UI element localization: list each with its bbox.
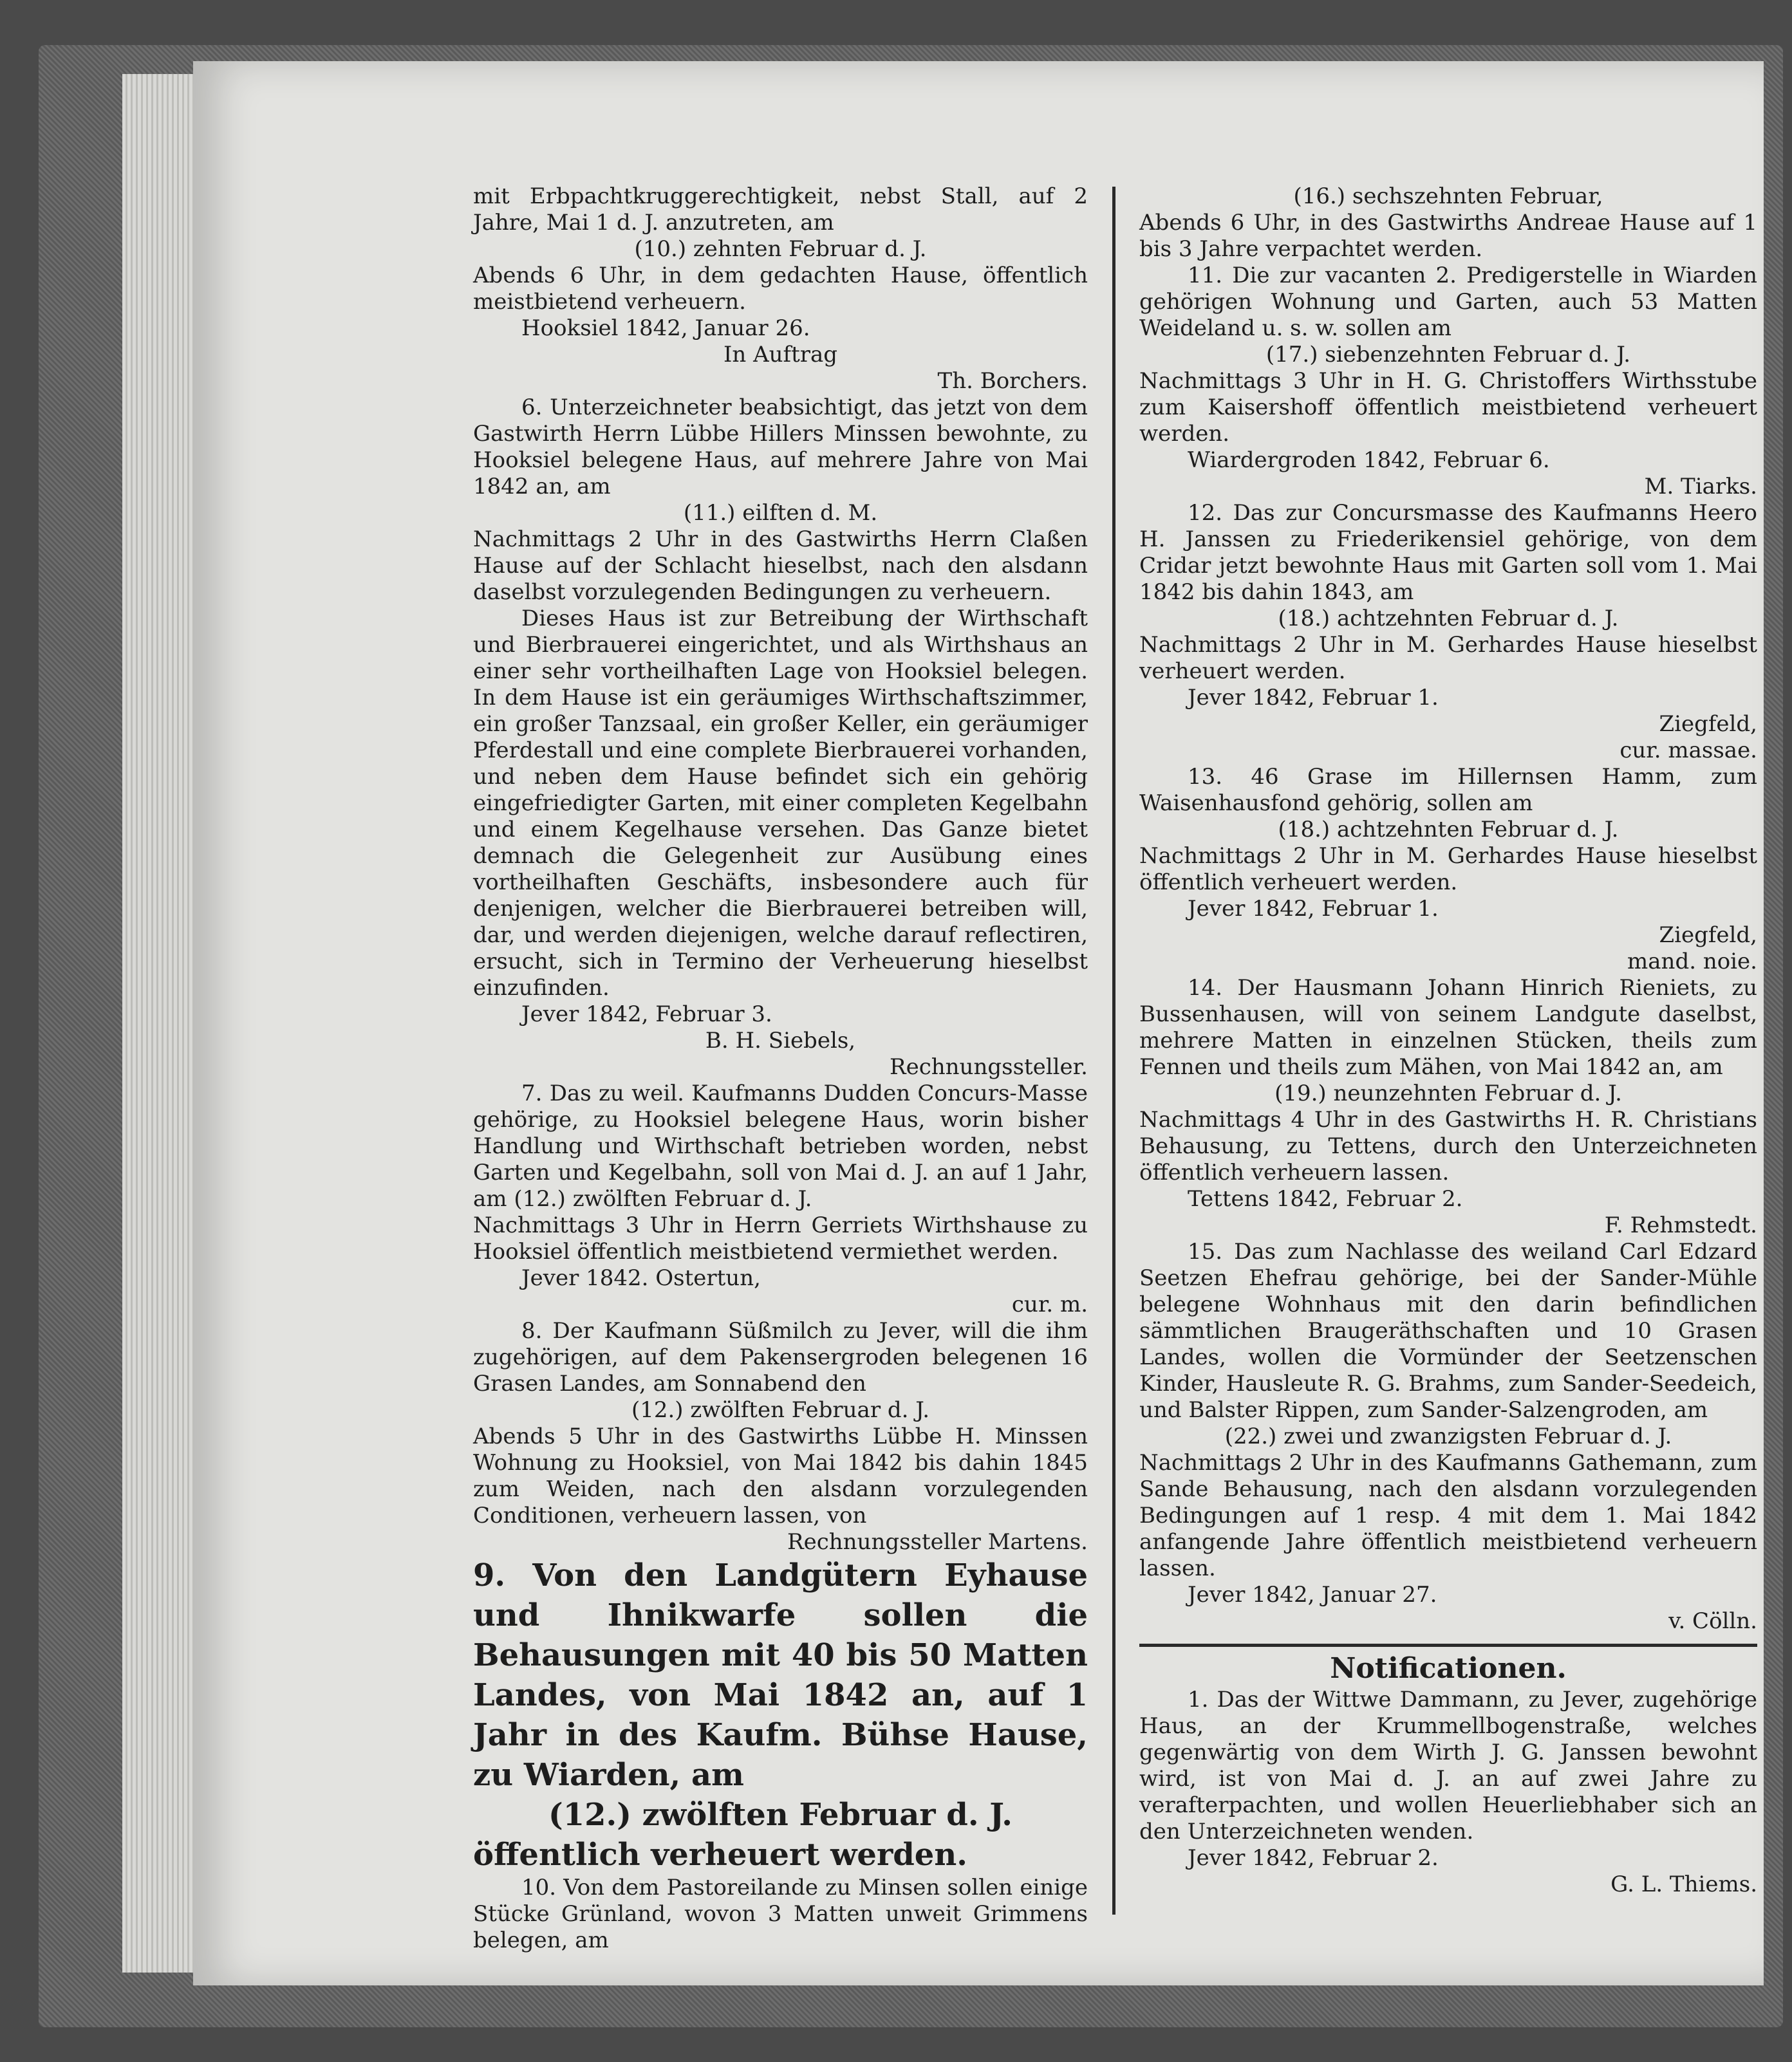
text-line: 1. Das der Wittwe Dammann, zu Jever, zugehörige Haus, an der Krummellbogenstraße, welches gegenwärtig von dem Wirth J. G. Janssen bewohnt wird, ist von Mai d. J. an auf zwei Jahre zu verafterpachten, und wollen Heuerliebhaber sich an den Unterzeichneten wenden.	[1139, 1687, 1757, 1844]
text-line: (19.) neunzehnten Februar d. J.	[1274, 1081, 1622, 1106]
text-line: (18.) achtzehnten Februar d. J.	[1278, 606, 1619, 631]
text-line: mit Erbpachtkruggerechtigkeit, nebst Stall, auf 2 Jahre, Mai 1 d. J. anzutreten, am	[473, 183, 1088, 236]
announcement-9-large	[473, 1556, 1088, 1875]
text-line: 14. Der Hausmann Johann Hinrich Rieniets, zu Bussenhausen, will von seinem Landgute daselbst, mehrere Matten in einzelnen Stücken, theils zum Fennen und theils zum Mähen, von Mai 1842 an, am	[1139, 975, 1757, 1080]
text-line: 8. Der Kaufmann Süßmilch zu Jever, will die ihm zugehörigen, auf dem Pakensergroden belegenen 16 Grasen Landes, am Sonnabend den	[473, 1318, 1088, 1397]
text-line: Abends 6 Uhr, in dem gedachten Hause, öffentlich meistbietend verheuern.	[473, 263, 1088, 315]
text-line: G. L. Thiems.	[1610, 1872, 1757, 1897]
right-announcements	[1139, 183, 1757, 1635]
text-line: Ziegfeld,	[1659, 711, 1757, 737]
text-line: Abends 5 Uhr in des Gastwirths Lübbe H. Minssen Wohnung zu Hooksiel, von Mai 1842 bis dahin 1845 zum Weiden, nach den alsdann vorzulegenden Conditionen, verheuern lassen, von	[473, 1424, 1088, 1528]
column-divider	[1112, 187, 1115, 1915]
text-line: (22.) zwei und zwanzigsten Februar d. J.	[1224, 1424, 1672, 1449]
text-line: Jever 1842, Februar 1.	[1188, 896, 1439, 922]
text-line: Ziegfeld,	[1659, 922, 1757, 948]
text-line: 12. Das zur Concursmasse des Kaufmanns Heero H. Janssen zu Friederikensiel gehörige, von dem Cridar jetzt bewohnte Haus mit Garten soll vom 1. Mai 1842 bis dahin 1843, am	[1139, 500, 1757, 605]
text-line: Nachmittags 2 Uhr in des Kaufmanns Gathemann, zum Sande Behausung, nach den alsdann vorzulegenden Bedingungen auf 1 resp. 4 mit dem 1. Mai 1842 anfangende Jahre öffentlich meistbietend verheuern lassen.	[1139, 1450, 1757, 1581]
text-line: Wiardergroden 1842, Februar 6.	[1188, 447, 1550, 473]
text-line: Dieses Haus ist zur Betreibung der Wirthschaft und Bierbrauerei eingerichtet, und als Wirthshaus an einer sehr vortheilhaften Lage von Hooksiel belegen. In dem Hause ist ein geräumiges Wirthschaftszimmer, ein großer Tanzsaal, ein großer Keller, ein geräumiger Pferdestall und eine complete Bierbrauerei vorhanden, und neben dem Hause befindet sich ein gehörig eingefriedigter Garten, mit einer completen Kegelbahn und einem Kegelhause versehen. Das Ganze bietet demnach die Gelegenheit zur Ausübung eines vortheilhaften Geschäfts, insbesondere auch für denjenigen, welcher die Bierbrauerei betreiben will, dar, und werden diejenigen, welche darauf reflectiren, ersucht, sich in Termino der Verheuerung hieselbst einzufinden.	[473, 606, 1088, 1001]
text-line: 6. Unterzeichneter beabsichtigt, das jetzt von dem Gastwirth Herrn Lübbe Hillers Minssen bewohnte, zu Hooksiel belegene Haus, auf mehrere Jahre von Mai 1842 an, am	[473, 395, 1088, 499]
text-line: Jever 1842, Januar 27.	[1188, 1582, 1437, 1608]
text-line: (17.) siebenzehnten Februar d. J.	[1265, 342, 1631, 367]
text-line: Nachmittags 3 Uhr in H. G. Christoffers Wirthsstube zum Kaisershoff öffentlich meistbietend verheuert werden.	[1139, 368, 1757, 447]
text-line: (18.) achtzehnten Februar d. J.	[1278, 817, 1619, 842]
text-line: Nachmittags 3 Uhr in Herrn Gerriets Wirthshause zu Hooksiel öffentlich meistbietend vermiethet werden.	[473, 1212, 1088, 1265]
text-line: Abends 6 Uhr, in des Gastwirths Andreae Hause auf 1 bis 3 Jahre verpachtet werden.	[1139, 210, 1757, 262]
section-rule	[1139, 1644, 1757, 1647]
text-line: M. Tiarks.	[1644, 474, 1757, 499]
text-line: öffentlich verheuert werden.	[473, 1837, 967, 1873]
text-line: (11.) eilften d. M.	[683, 500, 878, 526]
right-column	[1139, 183, 1757, 1898]
text-line: B. H. Siebels,	[705, 1028, 856, 1054]
text-line: 7. Das zu weil. Kaufmanns Dudden Concurs-Masse gehörige, zu Hooksiel belegene Haus, worin bisher Handlung und Wirthschaft betrieben worden, nebst Garten und Kegelbahn, soll von Mai d. J. an auf 1 Jahr, am (12.) zwölften Februar d. J.	[473, 1081, 1088, 1212]
text-line: 13. 46 Grase im Hillernsen Hamm, zum Waisenhausfond gehörig, sollen am	[1139, 764, 1757, 816]
text-line: Rechnungssteller Martens.	[787, 1529, 1088, 1555]
text-line: mand. noie.	[1627, 949, 1757, 974]
text-line: Hooksiel 1842, Januar 26.	[521, 315, 810, 341]
text-line: F. Rehmstedt.	[1604, 1212, 1757, 1238]
text-line: In Auftrag	[723, 342, 838, 367]
left-column	[473, 183, 1088, 1954]
notifications-list	[1139, 1687, 1757, 1898]
text-line: Nachmittags 4 Uhr in des Gastwirths H. R. Christians Behausung, zu Tettens, durch den Unterzeichneten öffentlich verheuern lassen.	[1139, 1107, 1757, 1185]
text-line: Nachmittags 2 Uhr in M. Gerhardes Hause hieselbst verheuert werden.	[1139, 632, 1757, 684]
text-line: Th. Borchers.	[937, 368, 1088, 394]
text-line: (12.) zwölften Februar d. J.	[631, 1397, 930, 1423]
left-announcements	[473, 183, 1088, 1556]
text-line: 9. Von den Landgütern Eyhause und Ihnikwarfe sollen die Behausungen mit 40 bis 50 Matten Landes, von Mai 1842 an, auf 1 Jahr in des Kaufm. Bühse Hause, zu Wiarden, am	[473, 1557, 1088, 1793]
text-line: Tettens 1842, Februar 2.	[1188, 1186, 1463, 1212]
text-line: cur. massae.	[1619, 738, 1757, 763]
text-line: 15. Das zum Nachlasse des weiland Carl Edzard Seetzen Ehefrau gehörige, bei der Sander-Mühle belegene Wohnhaus mit den darin befindlichen sämmtlichen Braugeräthschaften und 10 Grasen Landes, wollen die Vormünder der Seetzenschen Kinder, Hausleute R. G. Brahms, zum Sander-Seedeich, und Balster Rippen, zum Sander-Salzengroden, am	[1139, 1239, 1757, 1423]
text-line: Nachmittags 2 Uhr in des Gastwirths Herrn Claßen Hause auf der Schlacht hieselbst, nach den alsdann daselbst vorzulegenden Bedingungen zu verheuern.	[473, 526, 1088, 605]
left-tail	[473, 1875, 1088, 1954]
text-line: 10. Von dem Pastoreilande zu Minsen sollen einige Stücke Grünland, wovon 3 Matten unweit Grimmens belegen, am	[473, 1875, 1088, 1953]
text-line: Rechnungssteller.	[890, 1054, 1088, 1080]
text-line: Jever 1842. Ostertun,	[521, 1265, 761, 1291]
text-line: (12.) zwölften Februar d. J.	[548, 1797, 1013, 1833]
text-line: Jever 1842, Februar 1.	[1188, 685, 1439, 711]
text-line: (10.) zehnten Februar d. J.	[634, 236, 927, 262]
text-line: Jever 1842, Februar 3.	[521, 1001, 772, 1027]
text-line: v. Cölln.	[1668, 1608, 1757, 1634]
text-line: 11. Die zur vacanten 2. Predigerstelle in Wiarden gehörigen Wohnung und Garten, auch 53 Matten Weideland u. s. w. sollen am	[1139, 263, 1757, 341]
text-line: cur. m.	[1011, 1292, 1088, 1317]
text-line: (16.) sechszehnten Februar,	[1293, 183, 1603, 209]
notifications-heading: Notificationen.	[1330, 1652, 1567, 1685]
text-line: Nachmittags 2 Uhr in M. Gerhardes Hause hieselbst öffentlich verheuert werden.	[1139, 843, 1757, 895]
text-line: Jever 1842, Februar 2.	[1188, 1845, 1439, 1871]
